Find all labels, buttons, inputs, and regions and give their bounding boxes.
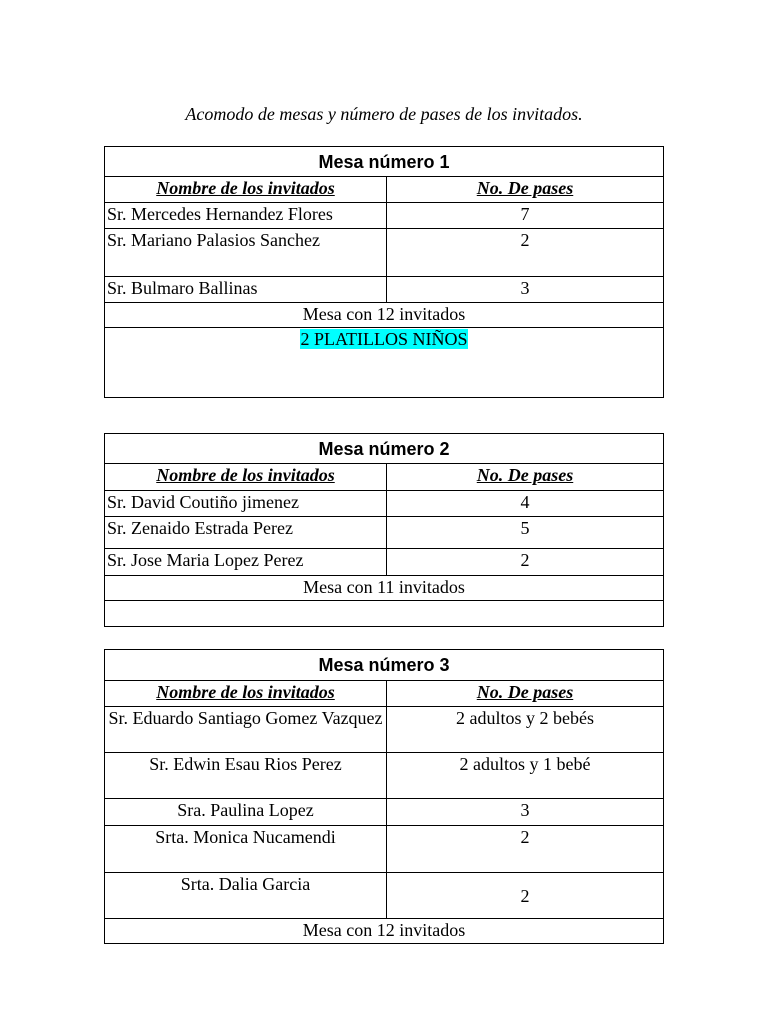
mesa-3-summary: Mesa con 12 invitados xyxy=(105,919,664,944)
table-row xyxy=(105,753,664,799)
mesa-1-summary: Mesa con 12 invitados xyxy=(105,303,664,328)
mesa-3-title: Mesa número 3 xyxy=(105,650,664,681)
mesa-2-summary: Mesa con 11 invitados xyxy=(105,576,664,601)
document-title: Acomodo de mesas y número de pases de los invitados. xyxy=(185,104,583,124)
guest-passes: 2 adultos y 1 bebé xyxy=(387,753,664,799)
guest-name: Srta. Dalia Garcia xyxy=(105,873,387,919)
table-row xyxy=(105,229,664,277)
table-row xyxy=(105,203,664,229)
guest-passes: 4 xyxy=(387,491,664,517)
mesa-2-empty-row xyxy=(105,601,664,627)
column-header-passes: No. De pases xyxy=(387,681,664,707)
table-row xyxy=(105,707,664,753)
guest-name: Sra. Paulina Lopez xyxy=(105,799,387,826)
table-mesa-2 xyxy=(104,433,664,627)
guest-name: Sr. Zenaido Estrada Perez xyxy=(105,517,387,549)
guest-name: Sr. Bulmaro Ballinas xyxy=(105,277,387,303)
guest-name: Sr. Mercedes Hernandez Flores xyxy=(105,203,387,229)
table-row xyxy=(105,517,664,549)
guest-passes: 2 xyxy=(387,229,664,277)
guest-passes: 2 adultos y 2 bebés xyxy=(387,707,664,753)
guest-name: Srta. Monica Nucamendi xyxy=(105,826,387,873)
table-row xyxy=(105,277,664,303)
guest-passes: 3 xyxy=(387,799,664,826)
mesa-2-title: Mesa número 2 xyxy=(105,434,664,464)
table-row xyxy=(105,873,664,919)
table-mesa-3 xyxy=(104,649,664,944)
guest-passes: 2 xyxy=(387,873,664,919)
mesa-1-note: 2 PLATILLOS NIÑOS xyxy=(300,329,468,349)
guest-name: Sr. Eduardo Santiago Gomez Vazquez xyxy=(105,707,387,753)
column-header-name: Nombre de los invitados xyxy=(105,177,387,203)
guest-passes: 3 xyxy=(387,277,664,303)
guest-passes: 7 xyxy=(387,203,664,229)
table-mesa-1 xyxy=(104,146,664,398)
mesa-1-note-cell xyxy=(105,328,664,398)
column-header-name: Nombre de los invitados xyxy=(105,464,387,491)
table-row xyxy=(105,549,664,576)
guest-passes: 2 xyxy=(387,826,664,873)
guest-name: Sr. Jose Maria Lopez Perez xyxy=(105,549,387,576)
table-row xyxy=(105,826,664,873)
column-header-passes: No. De pases xyxy=(387,177,664,203)
guest-name: Sr. Mariano Palasios Sanchez xyxy=(105,229,387,277)
guest-passes: 2 xyxy=(387,549,664,576)
guest-passes: 5 xyxy=(387,517,664,549)
column-header-name: Nombre de los invitados xyxy=(105,681,387,707)
table-row xyxy=(105,491,664,517)
column-header-passes: No. De pases xyxy=(387,464,664,491)
guest-name: Sr. David Coutiño jimenez xyxy=(105,491,387,517)
table-row xyxy=(105,799,664,826)
mesa-1-title: Mesa número 1 xyxy=(105,147,664,177)
guest-name: Sr. Edwin Esau Rios Perez xyxy=(105,753,387,799)
